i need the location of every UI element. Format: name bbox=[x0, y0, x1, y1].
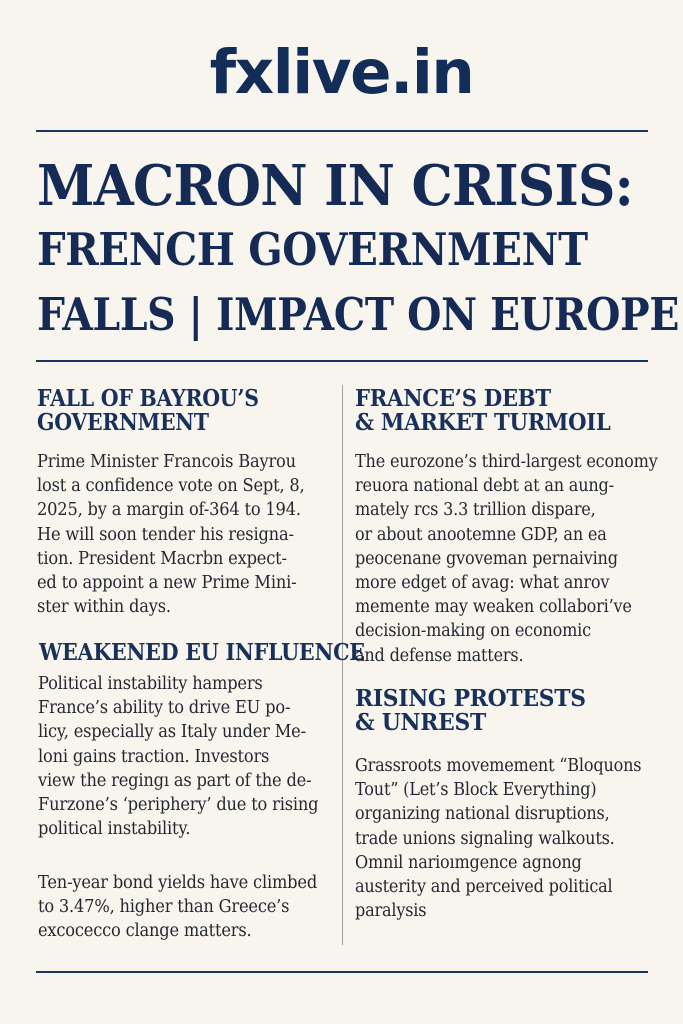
section-title-line: GOVERNMENT bbox=[37, 409, 209, 437]
section-body-bayrou bbox=[37, 450, 305, 619]
body-line: to 3.47%, higher than Greece’s bbox=[38, 897, 290, 918]
body-line: Prime Minister Francois Bayrou bbox=[37, 452, 296, 472]
section-title-bayrou bbox=[37, 385, 259, 437]
headline-line-1: MACRON IN CRISIS: bbox=[37, 153, 634, 219]
body-line: Furzone’s ‘periphery’ due to rising bbox=[38, 794, 319, 815]
body-line: Ten-year bond yields have climbed bbox=[38, 873, 318, 893]
top-rule bbox=[36, 130, 648, 132]
body-line: paralysis bbox=[355, 901, 427, 922]
section-title-line: & UNREST bbox=[355, 709, 486, 737]
body-line: peocenane gvoveman pernaiving bbox=[355, 548, 618, 569]
body-line: political instability. bbox=[38, 819, 191, 840]
section-body-debt bbox=[355, 450, 658, 668]
body-line: trade unions signaling walkouts. bbox=[355, 828, 615, 849]
section-title-line: FALL OF BAYROU’S bbox=[37, 385, 259, 412]
body-line: loni gains traction. Investors bbox=[38, 746, 270, 767]
body-line: lost a confidence vote on Sept, 8, bbox=[37, 476, 305, 497]
body-line: ed to appoint a new Prime Mini- bbox=[37, 572, 297, 593]
headline-line-2: FRENCH GOVERNMENT bbox=[37, 223, 588, 276]
body-line: France’s ability to drive EU po- bbox=[38, 698, 291, 719]
section-title-line: & MARKET TURMOIL bbox=[355, 409, 611, 437]
body-line: licy, especially as Italy under Me- bbox=[38, 722, 306, 743]
section-title-line: FRANCE’S DEBT bbox=[355, 385, 551, 412]
body-line: or about anootemne GDP, an ea bbox=[355, 524, 607, 545]
body-line: He will soon tender his resigna- bbox=[37, 524, 294, 545]
body-line: Omnil narioımgence agnong bbox=[355, 852, 582, 873]
body-line: and defense matters. bbox=[355, 645, 524, 666]
body-line: tion. President Macrbn expect- bbox=[37, 548, 287, 569]
body-line: memente may weaken collabori’ve bbox=[355, 597, 632, 618]
body-line: austerity and perceived political bbox=[355, 876, 613, 897]
body-line: view the regingı as part of the de- bbox=[38, 770, 312, 791]
headline-line-3: FALLS | IMPACT ON EUROPE bbox=[37, 288, 679, 341]
section-title-line: WEAKENED EU INFLUENCE bbox=[39, 639, 365, 666]
section-body-eu bbox=[38, 672, 318, 841]
section-title-debt bbox=[355, 385, 611, 437]
body-line: reuora national debt at an aung- bbox=[355, 476, 614, 497]
body-line: excocecco clange matters. bbox=[38, 921, 252, 942]
body-line: Grassroots movemement “Bloquons bbox=[355, 756, 642, 776]
middle-rule bbox=[36, 360, 648, 362]
section-body-protests bbox=[355, 754, 641, 923]
body-line: The eurozone’s third-largest economy bbox=[355, 452, 658, 472]
section-body-bonds bbox=[38, 871, 317, 944]
body-line: Tout” (Let’s Block Everything) bbox=[355, 780, 597, 801]
body-line: Political instability hampers bbox=[38, 674, 263, 694]
body-line: ster within days. bbox=[37, 597, 171, 618]
body-line: 2025, by a margin of-364 to 194. bbox=[37, 500, 301, 521]
section-title-line: RISING PROTESTS bbox=[355, 685, 586, 712]
body-line: more edget of avag: what anrov bbox=[355, 572, 610, 593]
bottom-rule bbox=[36, 971, 648, 973]
body-line: decision-making on economic bbox=[355, 621, 591, 642]
section-title-protests bbox=[355, 685, 586, 737]
body-line: mately rcs 3.3 trillion dispare, bbox=[355, 500, 596, 521]
brand-logo: fxlive.in bbox=[209, 37, 474, 108]
section-title-eu bbox=[39, 639, 365, 666]
body-line: organizing national disruptions, bbox=[355, 804, 610, 825]
